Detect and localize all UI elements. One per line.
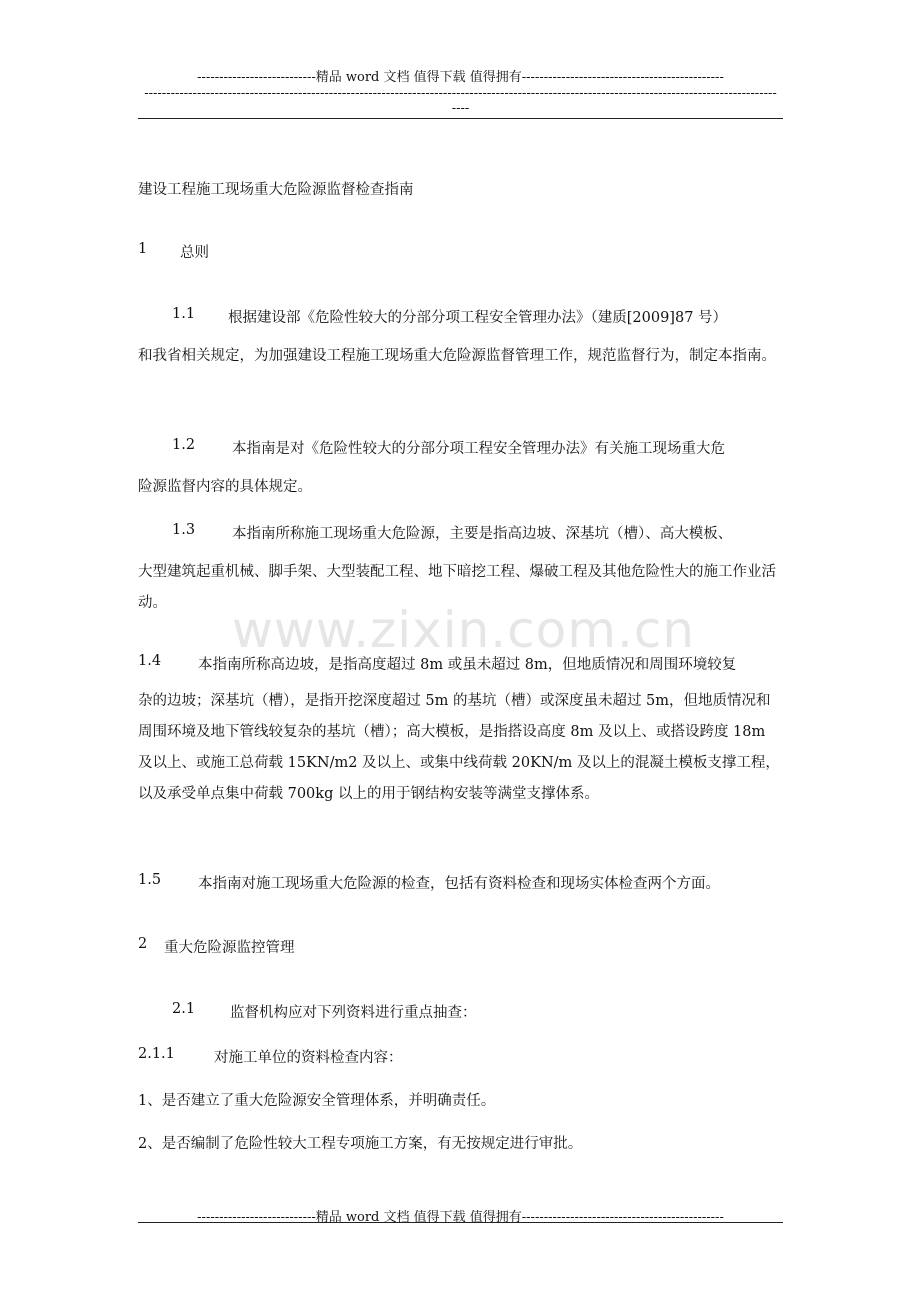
header-banner: ---------------------------精品 word 文档 值得下载 值得拥有---------------------------------------------- [197, 70, 724, 85]
footer-banner: ---------------------------精品 word 文档 值得下载 值得拥有---------------------------------------------- [197, 1210, 724, 1225]
clause-1-4-number: 1.4 [138, 653, 162, 669]
clause-1-2-number: 1.2 [172, 437, 196, 453]
footer-rule [138, 1222, 783, 1223]
clause-2-1-1-number: 2.1.1 [138, 1046, 175, 1062]
document-title: 建设工程施工现场重大危险源监督检查指南 [138, 182, 414, 198]
section2-number: 2 [138, 936, 148, 952]
clause-1-3-lead: 本指南所称施工现场重大危险源，主要是指高边坡、深基坑（槽）、高大模板、 [232, 526, 733, 542]
header-dashes: ------------------------------------------------------------------------------------------------------------------------------------------------ [144, 86, 777, 101]
clause-2-1-text: 监督机构应对下列资料进行重点抽查： [230, 1005, 477, 1021]
clause-1-5-number: 1.5 [138, 872, 162, 888]
clause-2-1-number: 2.1 [172, 1001, 196, 1017]
clause-1-4-lead: 本指南所称高边坡，是指高度超过 8m 或虽未超过 8m，但地质情况和周围环境较复 [198, 657, 737, 673]
clause-1-1-body: 和我省相关规定，为加强建设工程施工现场重大危险源监督管理工作，规范监督行为，制定本指南。 [138, 348, 776, 364]
list-item-2: 2、是否编制了危险性较大工程专项施工方案，有无按规定进行审批。 [138, 1136, 583, 1152]
clause-1-2-lead: 本指南是对《危险性较大的分部分项工程安全管理办法》有关施工现场重大危 [232, 441, 725, 457]
list-item-1: 1、是否建立了重大危险源安全管理体系，并明确责任。 [138, 1093, 496, 1109]
clause-1-1-number: 1.1 [172, 306, 196, 322]
section1-title: 总则 [180, 245, 209, 261]
watermark: www.zixin.com.cn [232, 601, 696, 659]
header-dashes-end: ---- [451, 101, 470, 116]
section2-title: 重大危险源监控管理 [164, 940, 295, 956]
section1-number: 1 [138, 241, 148, 257]
clause-2-1-1-text: 对施工单位的资料检查内容： [214, 1050, 403, 1066]
header-rule [138, 118, 783, 119]
clause-1-3-body: 大型建筑起重机械、脚手架、大型装配工程、地下暗挖工程、爆破工程及其他危险性大的施工作业活动。 [138, 564, 776, 611]
clause-1-1-lead: 根据建设部《危险性较大的分部分项工程安全管理办法》（建质[2009]87 号） [228, 310, 728, 326]
clause-1-5-text: 本指南对施工现场重大危险源的检查，包括有资料检查和现场实体检查两个方面。 [198, 876, 720, 892]
clause-1-3-number: 1.3 [172, 522, 196, 538]
clause-1-2-body: 险源监督内容的具体规定。 [138, 479, 312, 495]
clause-1-4-body: 杂的边坡；深基坑（槽），是指开挖深度超过 5m 的基坑（槽）或深度虽未超过 5m，但地质情况和周围环境及地下管线较复杂的基坑（槽）；高大模板，是指搭设高度 8m 及以上、或搭设跨度 18m 及以上、或施工总荷载 15KN/m2 及以上、或集中线荷载 20KN/m 及以上的混凝土模板支撑工程，以及承受单点集中荷载 700kg 以上的用于钢结构安装等满堂支撑体系。 [138, 693, 780, 802]
